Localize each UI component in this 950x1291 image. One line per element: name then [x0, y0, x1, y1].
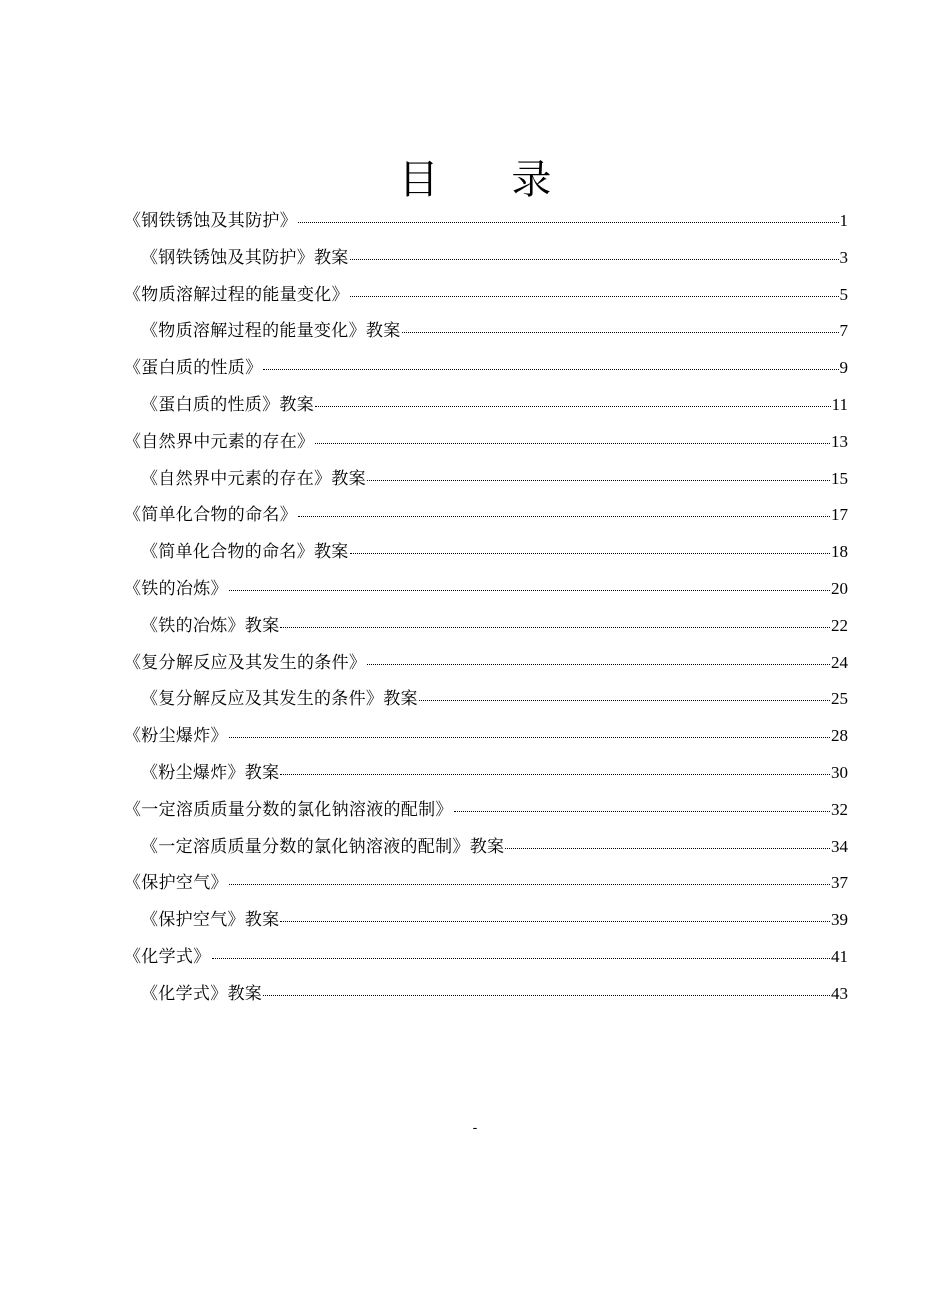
toc-entry-page-number: 9	[839, 358, 848, 378]
toc-dot-leader	[298, 205, 839, 223]
toc-entry[interactable]	[124, 387, 848, 424]
toc-dot-leader	[263, 978, 830, 996]
toc-entry-page-number: 28	[831, 726, 848, 746]
toc-entry-label: 《物质溶解过程的能量变化》教案	[141, 321, 401, 342]
toc-entry[interactable]	[124, 461, 848, 498]
toc-entry-label: 《蛋白质的性质》	[124, 358, 263, 379]
toc-entry[interactable]	[124, 939, 848, 976]
table-of-contents	[124, 203, 848, 1013]
toc-entry-page-number: 18	[831, 542, 848, 562]
toc-entry-page-number: 32	[831, 799, 848, 819]
toc-entry-page-number: 7	[839, 321, 848, 341]
toc-dot-leader	[280, 904, 830, 922]
toc-entry-label: 《钢铁锈蚀及其防护》教案	[141, 247, 349, 268]
toc-entry-page-number: 41	[831, 946, 848, 966]
toc-entry-label: 《复分解反应及其发生的条件》教案	[141, 689, 418, 710]
toc-entry[interactable]	[124, 902, 848, 939]
toc-dot-leader	[402, 315, 839, 333]
toc-entry-label: 《自然界中元素的存在》教案	[141, 468, 366, 489]
toc-entry[interactable]	[124, 645, 848, 682]
toc-entry-label: 《物质溶解过程的能量变化》	[124, 284, 349, 305]
toc-dot-leader	[350, 242, 839, 260]
toc-entry[interactable]	[124, 608, 848, 645]
toc-entry-page-number: 24	[831, 652, 848, 672]
toc-dot-leader	[229, 867, 830, 885]
toc-dot-leader	[212, 941, 831, 959]
toc-entry-label: 《钢铁锈蚀及其防护》	[124, 211, 297, 231]
toc-entry-page-number: 17	[831, 505, 848, 525]
toc-entry[interactable]	[124, 534, 848, 571]
toc-entry-label: 《铁的冶炼》教案	[141, 615, 280, 636]
toc-entry[interactable]	[124, 755, 848, 792]
toc-entry-page-number: 3	[839, 247, 848, 267]
toc-entry-page-number: 5	[839, 284, 848, 304]
toc-dot-leader	[280, 757, 830, 775]
toc-dot-leader	[367, 463, 830, 481]
toc-entry-label: 《一定溶质质量分数的氯化钠溶液的配制》教案	[141, 836, 505, 857]
toc-entry[interactable]	[124, 277, 848, 314]
toc-dot-leader	[315, 426, 830, 444]
toc-entry-page-number: 25	[831, 689, 848, 709]
toc-dot-leader	[315, 389, 831, 407]
toc-entry[interactable]	[124, 718, 848, 755]
toc-entry-label: 《保护空气》教案	[141, 910, 280, 931]
toc-entry[interactable]	[124, 240, 848, 277]
toc-dot-leader	[454, 794, 830, 812]
toc-entry[interactable]	[124, 792, 848, 829]
toc-entry-label: 《粉尘爆炸》教案	[141, 762, 280, 783]
toc-entry-page-number: 34	[831, 836, 848, 856]
page-footer-mark: -	[472, 1120, 478, 1136]
toc-dot-leader	[229, 573, 830, 591]
toc-entry-page-number: 37	[831, 873, 848, 893]
toc-entry-page-number: 30	[831, 762, 848, 782]
toc-dot-leader	[350, 279, 839, 297]
toc-dot-leader	[229, 720, 830, 738]
toc-entry[interactable]	[124, 571, 848, 608]
toc-entry[interactable]	[124, 497, 848, 534]
toc-entry-label: 《化学式》教案	[141, 983, 263, 1004]
toc-entry-label: 《保护空气》	[124, 873, 228, 894]
toc-entry-label: 《蛋白质的性质》教案	[141, 394, 314, 415]
toc-entry-label: 《化学式》	[124, 946, 211, 967]
toc-entry-label: 《粉尘爆炸》	[124, 726, 228, 747]
toc-dot-leader	[419, 683, 830, 701]
toc-entry-page-number: 20	[831, 578, 848, 598]
toc-entry[interactable]	[124, 313, 848, 350]
toc-dot-leader	[263, 352, 838, 370]
toc-entry-page-number: 11	[831, 394, 848, 414]
toc-entry-page-number: 1	[839, 211, 848, 230]
page-title: 目 录	[398, 157, 582, 203]
toc-entry-page-number: 15	[831, 468, 848, 488]
toc-entry[interactable]	[124, 865, 848, 902]
toc-entry-page-number: 39	[831, 910, 848, 930]
toc-entry-label: 《简单化合物的命名》	[124, 505, 297, 526]
toc-entry[interactable]	[124, 829, 848, 866]
toc-entry-page-number: 43	[831, 983, 848, 1003]
toc-entry-page-number: 22	[831, 615, 848, 635]
toc-dot-leader	[298, 499, 830, 517]
toc-entry-label: 《简单化合物的命名》教案	[141, 542, 349, 563]
toc-entry[interactable]	[124, 203, 848, 240]
toc-entry[interactable]	[124, 350, 848, 387]
toc-entry[interactable]	[124, 424, 848, 461]
toc-entry-label: 《铁的冶炼》	[124, 578, 228, 599]
toc-entry[interactable]	[124, 976, 848, 1013]
toc-entry-label: 《自然界中元素的存在》	[124, 431, 315, 452]
toc-entry-page-number: 13	[831, 431, 848, 451]
toc-dot-leader	[280, 610, 830, 628]
toc-dot-leader	[505, 831, 830, 849]
toc-dot-leader	[350, 536, 830, 554]
toc-entry-label: 《一定溶质质量分数的氯化钠溶液的配制》	[124, 799, 453, 820]
toc-dot-leader	[367, 647, 830, 665]
toc-entry[interactable]	[124, 681, 848, 718]
toc-entry-label: 《复分解反应及其发生的条件》	[124, 652, 367, 673]
